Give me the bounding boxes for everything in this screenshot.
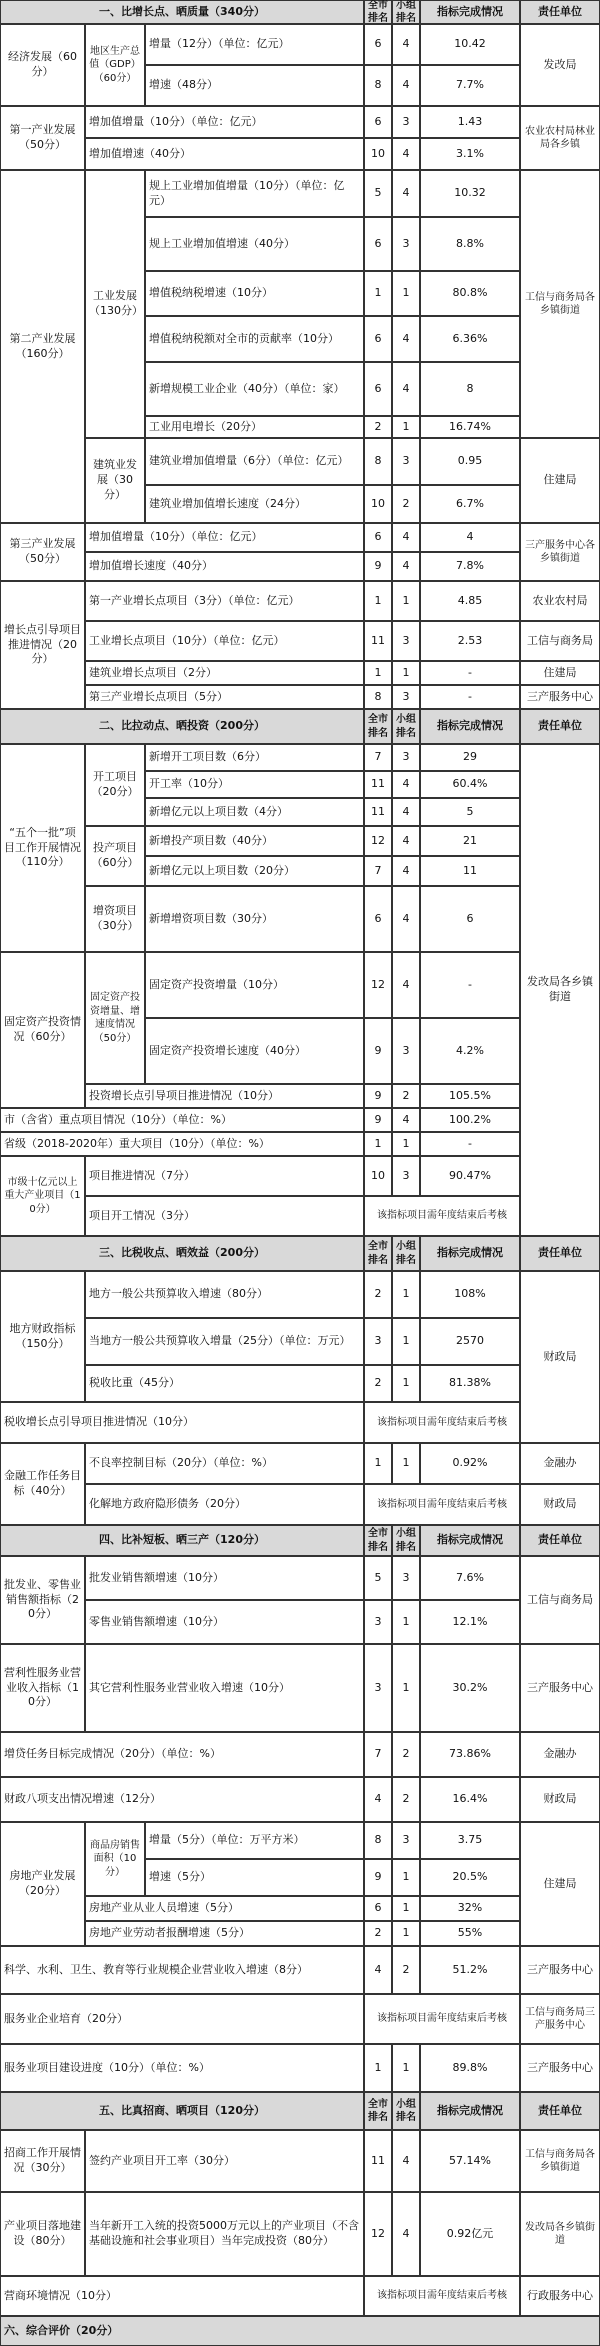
finance-indicator: 地方一般公共预算收入增速（80分） bbox=[85, 1271, 364, 1318]
rank-cell: 4 bbox=[364, 1777, 392, 1822]
header-status: 指标完成情况 bbox=[420, 1236, 520, 1271]
rank-cell: 9 bbox=[364, 1108, 392, 1132]
group-cell: 4 bbox=[392, 798, 420, 826]
rank-cell: 9 bbox=[364, 1084, 392, 1108]
group-cell: 1 bbox=[392, 2044, 420, 2092]
value-cell: 7.8% bbox=[420, 552, 520, 581]
rank-cell: 5 bbox=[364, 1556, 392, 1600]
rank-cell: 6 bbox=[364, 523, 392, 552]
industry-label: 工业发展（130分） bbox=[85, 170, 145, 438]
real-estate-label: 房地产业发展（20分） bbox=[0, 1822, 85, 1946]
group-cell: 4 bbox=[392, 362, 420, 416]
value-cell: 10.32 bbox=[420, 170, 520, 217]
rank-cell: 6 bbox=[364, 316, 392, 362]
header-rank-group: 小组排名 bbox=[392, 0, 420, 24]
rank-cell: 11 bbox=[364, 771, 392, 798]
header-rank-all: 全市排名 bbox=[364, 2092, 392, 2130]
value-cell: 6.7% bbox=[420, 485, 520, 523]
unit-cell: 工信与商务局 bbox=[520, 621, 600, 661]
growth-label: 增长点引导项目推进情况（20分） bbox=[0, 581, 85, 709]
section-3-title: 三、比税收点、晒效益（200分） bbox=[0, 1236, 364, 1271]
project-indicator: 开工率（10分） bbox=[145, 771, 364, 798]
header-unit: 责任单位 bbox=[520, 2092, 600, 2130]
investment-attraction-label: 招商工作开展情况（30分） bbox=[0, 2130, 85, 2192]
project-indicator: 新增开工项目数（6分） bbox=[145, 744, 364, 771]
unit-cell: 财政局 bbox=[520, 1777, 600, 1822]
unit-cell: 金融办 bbox=[520, 1443, 600, 1484]
group-cell: 1 bbox=[392, 1318, 420, 1365]
unit-cell: 行政服务中心 bbox=[520, 2276, 600, 2316]
primary-label: 第一产业发展（50分） bbox=[0, 106, 85, 170]
fiscal-spending-indicator: 财政八项支出情况增速（12分） bbox=[0, 1777, 364, 1822]
service-cultivation-indicator: 服务业企业培育（20分） bbox=[0, 1994, 364, 2044]
value-cell: 11 bbox=[420, 856, 520, 886]
unit-cell: 三产服务中心 bbox=[520, 1644, 600, 1732]
header-unit: 责任单位 bbox=[520, 0, 600, 24]
rank-cell: 1 bbox=[364, 661, 392, 685]
rank-cell: 1 bbox=[364, 271, 392, 316]
rank-cell: 9 bbox=[364, 1018, 392, 1084]
group-cell: 4 bbox=[392, 138, 420, 170]
rank-cell: 8 bbox=[364, 438, 392, 485]
group-cell: 4 bbox=[392, 170, 420, 217]
fixed-asset-indicator: 投资增长点引导项目推进情况（10分） bbox=[85, 1084, 364, 1108]
real-estate-indicator: 增量（5分）（单位：万平方米） bbox=[145, 1822, 364, 1859]
gdp-growth: 增速（48分） bbox=[145, 65, 364, 106]
industry-indicator: 规上工业增加值增量（10分）（单位：亿元） bbox=[145, 170, 364, 217]
value-cell: 3.1% bbox=[420, 138, 520, 170]
value-cell: 60.4% bbox=[420, 771, 520, 798]
group-cell: 1 bbox=[392, 1921, 420, 1946]
section-2-title: 二、比拉动点、晒投资（200分） bbox=[0, 709, 364, 744]
group-cell: 1 bbox=[392, 1644, 420, 1732]
group-cell: 4 bbox=[392, 316, 420, 362]
business-environment-indicator: 营商环境情况（10分） bbox=[0, 2276, 364, 2316]
group-cell: 1 bbox=[392, 581, 420, 621]
group-cell: 2 bbox=[392, 1732, 420, 1777]
group-cell: 1 bbox=[392, 1443, 420, 1484]
group-cell: 2 bbox=[392, 1084, 420, 1108]
section-6-title: 六、综合评价（20分） bbox=[0, 2316, 600, 2346]
header-rank-all: 全市排名 bbox=[364, 0, 392, 24]
group-cell: 2 bbox=[392, 485, 420, 523]
year-end-note: 该指标项目需年度结束后考核 bbox=[364, 1994, 520, 2044]
value-cell: - bbox=[420, 952, 520, 1018]
unit-cell: 住建局 bbox=[520, 1822, 600, 1946]
rank-cell: 11 bbox=[364, 798, 392, 826]
project-indicator: 新增投产项目数（40分） bbox=[145, 826, 364, 856]
value-cell: 20.5% bbox=[420, 1859, 520, 1896]
value-cell: 81.38% bbox=[420, 1365, 520, 1402]
rank-cell: 7 bbox=[364, 1732, 392, 1777]
value-cell: 6 bbox=[420, 886, 520, 952]
header-status: 指标完成情况 bbox=[420, 1525, 520, 1556]
rank-cell: 9 bbox=[364, 1859, 392, 1896]
real-estate-indicator: 房地产业从业人员增速（5分） bbox=[85, 1896, 364, 1921]
value-cell: 0.95 bbox=[420, 438, 520, 485]
project-landing-label: 产业项目落地建设（80分） bbox=[0, 2192, 85, 2276]
group-cell: 4 bbox=[392, 856, 420, 886]
unit-cell: 住建局 bbox=[520, 661, 600, 685]
value-cell: 3.75 bbox=[420, 1822, 520, 1859]
unit-cell: 三产服务中心各乡镇街道 bbox=[520, 523, 600, 581]
header-unit: 责任单位 bbox=[520, 1525, 600, 1556]
rank-cell: 2 bbox=[364, 1365, 392, 1402]
capital-project-label: 增资项目（30分） bbox=[85, 886, 145, 952]
rank-cell: 2 bbox=[364, 1271, 392, 1318]
value-cell: 7.7% bbox=[420, 65, 520, 106]
housing-sales-label: 商品房销售面积（10分） bbox=[85, 1822, 145, 1896]
rank-cell: 12 bbox=[364, 826, 392, 856]
value-cell: 0.92% bbox=[420, 1443, 520, 1484]
industry-indicator: 增值税纳税增速（10分） bbox=[145, 271, 364, 316]
unit-cell: 发改局各乡镇街道 bbox=[520, 744, 600, 1236]
rank-cell: 12 bbox=[364, 952, 392, 1018]
group-cell: 3 bbox=[392, 621, 420, 661]
fixed-asset-indicator: 固定资产投资增量（10分） bbox=[145, 952, 364, 1018]
rank-cell: 6 bbox=[364, 362, 392, 416]
header-rank-all: 全市排名 bbox=[364, 1236, 392, 1271]
local-finance-label: 地方财政指标（150分） bbox=[0, 1271, 85, 1402]
rank-cell: 7 bbox=[364, 856, 392, 886]
rank-cell: 3 bbox=[364, 1644, 392, 1732]
construction-label: 建筑业发展（30分） bbox=[85, 438, 145, 523]
rank-cell: 5 bbox=[364, 170, 392, 217]
value-cell: 80.8% bbox=[420, 271, 520, 316]
rank-cell: 6 bbox=[364, 1896, 392, 1921]
value-cell: 55% bbox=[420, 1921, 520, 1946]
primary-increment: 增加值增量（10分）（单位：亿元） bbox=[85, 106, 364, 138]
group-cell: 3 bbox=[392, 744, 420, 771]
group-cell: 1 bbox=[392, 416, 420, 438]
unit-cell: 工信与商务局 bbox=[520, 1556, 600, 1644]
group-cell: 4 bbox=[392, 826, 420, 856]
unit-cell: 三产服务中心 bbox=[520, 685, 600, 709]
rank-cell: 12 bbox=[364, 2192, 392, 2276]
value-cell: 2570 bbox=[420, 1318, 520, 1365]
group-cell: 3 bbox=[392, 1156, 420, 1196]
header-unit: 责任单位 bbox=[520, 709, 600, 744]
industry-indicator: 工业用电增长（20分） bbox=[145, 416, 364, 438]
group-cell: 2 bbox=[392, 1946, 420, 1994]
economy-label: 经济发展（60分） bbox=[0, 24, 85, 106]
header-unit: 责任单位 bbox=[520, 1236, 600, 1271]
gdp-increment: 增量（12分）（单位：亿元） bbox=[145, 24, 364, 65]
rank-cell: 6 bbox=[364, 217, 392, 271]
header-status: 指标完成情况 bbox=[420, 709, 520, 744]
value-cell: - bbox=[420, 685, 520, 709]
section-5-title: 五、比真招商、晒项目（120分） bbox=[0, 2092, 364, 2130]
retail-label: 批发业、零售业销售额指标（20分） bbox=[0, 1556, 85, 1644]
group-cell: 4 bbox=[392, 886, 420, 952]
group-cell: 1 bbox=[392, 661, 420, 685]
rank-cell: 1 bbox=[364, 2044, 392, 2092]
value-cell: 30.2% bbox=[420, 1644, 520, 1732]
rank-cell: 11 bbox=[364, 2130, 392, 2192]
project-indicator: 新增增资项目数（30分） bbox=[145, 886, 364, 952]
project-landing-indicator: 当年新开工入统的投资5000万元以上的产业项目（不含基础设施和社会事业项目）当年完成投资（80分） bbox=[85, 2192, 364, 2276]
project-indicator: 新增亿元以上项目数（4分） bbox=[145, 798, 364, 826]
unit-cell: 农业农村局林业局各乡镇 bbox=[520, 106, 600, 170]
project-indicator: 新增亿元以上项目数（20分） bbox=[145, 856, 364, 886]
service-project-indicator: 服务业项目建设进度（10分）（单位：%） bbox=[0, 2044, 364, 2092]
value-cell: 12.1% bbox=[420, 1600, 520, 1644]
group-cell: 1 bbox=[392, 271, 420, 316]
unit-cell: 发改局 bbox=[520, 24, 600, 106]
value-cell: 6.36% bbox=[420, 316, 520, 362]
rank-cell: 8 bbox=[364, 65, 392, 106]
value-cell: 100.2% bbox=[420, 1108, 520, 1132]
value-cell: 2.53 bbox=[420, 621, 520, 661]
value-cell: 21 bbox=[420, 826, 520, 856]
unit-cell: 发改局各乡镇街道 bbox=[520, 2192, 600, 2276]
value-cell: 10.42 bbox=[420, 24, 520, 65]
financial-work-label: 金融工作任务目标（40分） bbox=[0, 1443, 85, 1525]
retail-indicator: 批发业销售额增速（10分） bbox=[85, 1556, 364, 1600]
finance-indicator: 税收比重（45分） bbox=[85, 1365, 364, 1402]
group-cell: 3 bbox=[392, 685, 420, 709]
retail-indicator: 零售业销售额增速（10分） bbox=[85, 1600, 364, 1644]
industry-indicator: 规上工业增加值增速（40分） bbox=[145, 217, 364, 271]
loan-target-indicator: 增贷任务目标完成情况（20分）（单位：%） bbox=[0, 1732, 364, 1777]
finance-indicator: 当地方一般公共预算收入增量（25分）（单位：万元） bbox=[85, 1318, 364, 1365]
section-4-title: 四、比补短板、晒三产（120分） bbox=[0, 1525, 364, 1556]
financial-work-indicator: 化解地方政府隐形债务（20分） bbox=[85, 1484, 364, 1525]
rank-cell: 6 bbox=[364, 24, 392, 65]
value-cell: 32% bbox=[420, 1896, 520, 1921]
value-cell: - bbox=[420, 661, 520, 685]
real-estate-indicator: 增速（5分） bbox=[145, 1859, 364, 1896]
value-cell: 89.8% bbox=[420, 2044, 520, 2092]
construction-indicator: 建筑业增加值增量（6分）（单位：亿元） bbox=[145, 438, 364, 485]
tertiary-growth: 增加值增长速度（40分） bbox=[85, 552, 364, 581]
rank-cell: 2 bbox=[364, 416, 392, 438]
group-cell: 3 bbox=[392, 1018, 420, 1084]
rank-cell: 8 bbox=[364, 1822, 392, 1859]
construction-indicator: 建筑业增加值增长速度（24分） bbox=[145, 485, 364, 523]
major-project-indicator: 项目开工情况（3分） bbox=[85, 1196, 364, 1236]
major-project-indicator: 项目推进情况（7分） bbox=[85, 1156, 364, 1196]
group-cell: 4 bbox=[392, 523, 420, 552]
industry-indicator: 增值税纳税额对全市的贡献率（10分） bbox=[145, 316, 364, 362]
value-cell: 90.47% bbox=[420, 1156, 520, 1196]
rank-cell: 9 bbox=[364, 552, 392, 581]
header-status: 指标完成情况 bbox=[420, 0, 520, 24]
group-cell: 4 bbox=[392, 2130, 420, 2192]
year-end-note: 该指标项目需年度结束后考核 bbox=[364, 1402, 520, 1443]
group-cell: 3 bbox=[392, 1556, 420, 1600]
group-cell: 4 bbox=[392, 771, 420, 798]
group-cell: 1 bbox=[392, 1271, 420, 1318]
header-rank-all: 全市排名 bbox=[364, 1525, 392, 1556]
group-cell: 2 bbox=[392, 1777, 420, 1822]
financial-work-indicator: 不良率控制目标（20分）（单位：%） bbox=[85, 1443, 364, 1484]
value-cell: 51.2% bbox=[420, 1946, 520, 1994]
rank-cell: 10 bbox=[364, 1156, 392, 1196]
gdp-label: 地区生产总值（GDP）（60分） bbox=[85, 24, 145, 106]
year-end-note: 该指标项目需年度结束后考核 bbox=[364, 2276, 520, 2316]
value-cell: 105.5% bbox=[420, 1084, 520, 1108]
tax-growth-indicator: 税收增长点引导项目推进情况（10分） bbox=[0, 1402, 364, 1443]
value-cell: - bbox=[420, 1132, 520, 1156]
header-rank-all: 全市排名 bbox=[364, 709, 392, 744]
rank-cell: 6 bbox=[364, 886, 392, 952]
group-cell: 4 bbox=[392, 552, 420, 581]
year-end-note: 该指标项目需年度结束后考核 bbox=[364, 1484, 520, 1525]
value-cell: 5 bbox=[420, 798, 520, 826]
service-income-indicator: 其它营利性服务业营业收入增速（10分） bbox=[85, 1644, 364, 1732]
rank-cell: 4 bbox=[364, 1946, 392, 1994]
group-cell: 1 bbox=[392, 1859, 420, 1896]
rank-cell: 7 bbox=[364, 744, 392, 771]
fixed-asset-indicator: 固定资产投资增长速度（40分） bbox=[145, 1018, 364, 1084]
group-cell: 3 bbox=[392, 1822, 420, 1859]
industry-indicator: 新增规模工业企业（40分）（单位：家） bbox=[145, 362, 364, 416]
header-rank-group: 小组排名 bbox=[392, 2092, 420, 2130]
start-project-label: 开工项目（20分） bbox=[85, 744, 145, 826]
rank-cell: 8 bbox=[364, 685, 392, 709]
rank-cell: 1 bbox=[364, 1443, 392, 1484]
value-cell: 29 bbox=[420, 744, 520, 771]
header-rank-group: 小组排名 bbox=[392, 709, 420, 744]
unit-cell: 住建局 bbox=[520, 438, 600, 523]
major-project-label: 市级十亿元以上重大产业项目（10分） bbox=[0, 1156, 85, 1236]
unit-cell: 农业农村局 bbox=[520, 581, 600, 621]
growth-indicator: 第一产业增长点项目（3分）（单位：亿元） bbox=[85, 581, 364, 621]
rank-cell: 1 bbox=[364, 581, 392, 621]
unit-cell: 金融办 bbox=[520, 1732, 600, 1777]
unit-cell: 财政局 bbox=[520, 1484, 600, 1525]
secondary-label: 第二产业发展（160分） bbox=[0, 170, 85, 523]
value-cell: 0.92亿元 bbox=[420, 2192, 520, 2276]
unit-cell: 三产服务中心 bbox=[520, 2044, 600, 2092]
unit-cell: 财政局 bbox=[520, 1271, 600, 1443]
group-cell: 1 bbox=[392, 1600, 420, 1644]
value-cell: 4.2% bbox=[420, 1018, 520, 1084]
group-cell: 1 bbox=[392, 1132, 420, 1156]
fixed-asset-label: 固定资产投资情况（60分） bbox=[0, 952, 85, 1108]
production-project-label: 投产项目（60分） bbox=[85, 826, 145, 886]
tertiary-increment: 增加值增量（10分）（单位：亿元） bbox=[85, 523, 364, 552]
rank-cell: 1 bbox=[364, 1132, 392, 1156]
value-cell: 16.74% bbox=[420, 416, 520, 438]
service-income-label: 营利性服务业营业收入指标（10分） bbox=[0, 1644, 85, 1732]
group-cell: 4 bbox=[392, 65, 420, 106]
key-project-indicator: 市（含省）重点项目情况（10分）（单位：%） bbox=[0, 1108, 364, 1132]
unit-cell: 三产服务中心 bbox=[520, 1946, 600, 1994]
section-1-title: 一、比增长点、晒质量（340分） bbox=[0, 0, 364, 24]
unit-cell: 工信与商务局各乡镇街道 bbox=[520, 170, 600, 438]
investment-attraction-indicator: 签约产业项目开工率（30分） bbox=[85, 2130, 364, 2192]
value-cell: 108% bbox=[420, 1271, 520, 1318]
group-cell: 3 bbox=[392, 106, 420, 138]
header-rank-group: 小组排名 bbox=[392, 1236, 420, 1271]
rank-cell: 6 bbox=[364, 106, 392, 138]
rank-cell: 3 bbox=[364, 1318, 392, 1365]
value-cell: 8 bbox=[420, 362, 520, 416]
tertiary-label: 第三产业发展（50分） bbox=[0, 523, 85, 581]
rank-cell: 3 bbox=[364, 1600, 392, 1644]
science-industry-indicator: 科学、水利、卫生、教育等行业规模企业营业收入增速（8分） bbox=[0, 1946, 364, 1994]
growth-indicator: 第三产业增长点项目（5分） bbox=[85, 685, 364, 709]
value-cell: 8.8% bbox=[420, 217, 520, 271]
group-cell: 4 bbox=[392, 24, 420, 65]
rank-cell: 10 bbox=[364, 485, 392, 523]
year-end-note: 该指标项目需年度结束后考核 bbox=[364, 1196, 520, 1236]
value-cell: 73.86% bbox=[420, 1732, 520, 1777]
group-cell: 1 bbox=[392, 1896, 420, 1921]
five-batch-label: “五个一批”项目工作开展情况（110分） bbox=[0, 744, 85, 952]
group-cell: 4 bbox=[392, 952, 420, 1018]
value-cell: 57.14% bbox=[420, 2130, 520, 2192]
header-status: 指标完成情况 bbox=[420, 2092, 520, 2130]
value-cell: 7.6% bbox=[420, 1556, 520, 1600]
value-cell: 1.43 bbox=[420, 106, 520, 138]
value-cell: 4 bbox=[420, 523, 520, 552]
growth-indicator: 工业增长点项目（10分）（单位：亿元） bbox=[85, 621, 364, 661]
real-estate-indicator: 房地产业劳动者报酬增速（5分） bbox=[85, 1921, 364, 1946]
header-rank-group: 小组排名 bbox=[392, 1525, 420, 1556]
rank-cell: 11 bbox=[364, 621, 392, 661]
unit-cell: 工信与商务局三产服务中心 bbox=[520, 1994, 600, 2044]
unit-cell: 工信与商务局各乡镇街道 bbox=[520, 2130, 600, 2192]
group-cell: 3 bbox=[392, 438, 420, 485]
group-cell: 3 bbox=[392, 217, 420, 271]
rank-cell: 2 bbox=[364, 1921, 392, 1946]
growth-indicator: 建筑业增长点项目（2分） bbox=[85, 661, 364, 685]
provincial-project-indicator: 省级（2018-2020年）重大项目（10分）（单位：%） bbox=[0, 1132, 364, 1156]
group-cell: 4 bbox=[392, 2192, 420, 2276]
group-cell: 1 bbox=[392, 1365, 420, 1402]
value-cell: 4.85 bbox=[420, 581, 520, 621]
primary-growth: 增加值增速（40分） bbox=[85, 138, 364, 170]
rank-cell: 10 bbox=[364, 138, 392, 170]
fixed-asset-sub-label: 固定资产投资增量、增速度情况（50分） bbox=[85, 952, 145, 1084]
group-cell: 4 bbox=[392, 1108, 420, 1132]
value-cell: 16.4% bbox=[420, 1777, 520, 1822]
